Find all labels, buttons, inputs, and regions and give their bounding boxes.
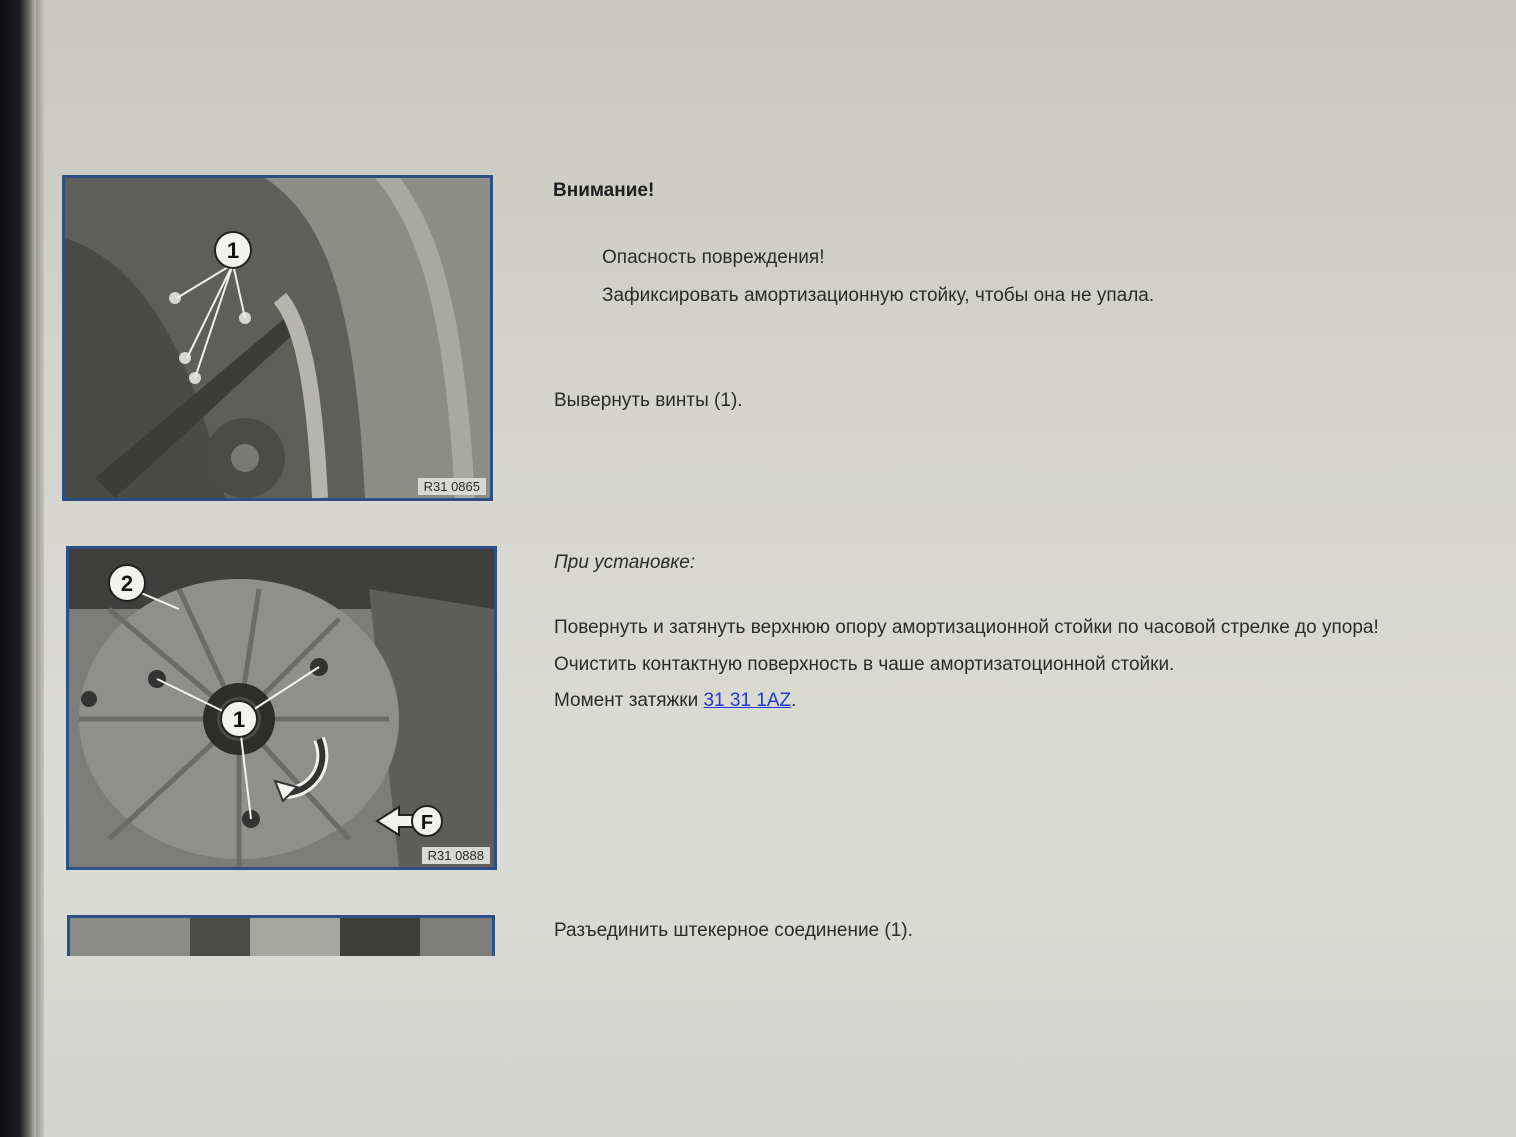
figure-code: R31 0865 bbox=[418, 478, 486, 495]
instruction-disconnect-plug: Разъединить штекерное соединение (1). bbox=[554, 920, 913, 941]
torque-label: Момент затяжки bbox=[554, 690, 704, 711]
figure-strut-screws bbox=[62, 175, 493, 501]
callout-2: 2 bbox=[120, 571, 134, 596]
strut-photo-1 bbox=[65, 178, 490, 498]
torque-line bbox=[554, 690, 796, 712]
screen-edge bbox=[36, 0, 44, 1137]
instruction-remove-screws: Вывернуть винты (1). bbox=[554, 390, 743, 411]
callout-f: F bbox=[420, 812, 434, 834]
monitor-bezel bbox=[0, 0, 36, 1137]
warning-line-damage: Опасность повреждения! bbox=[602, 247, 825, 268]
instruction-tighten-mount: Повернуть и затянуть верхнюю опору амортизационной стойки по часовой стрелке до упора! bbox=[554, 617, 1379, 638]
callout-1: 1 bbox=[226, 238, 240, 263]
figure-code: R31 0888 bbox=[422, 847, 490, 864]
torque-spec-link[interactable]: 31 31 1AZ bbox=[703, 690, 792, 711]
installation-heading: При установке: bbox=[554, 552, 696, 573]
figure-strut-mount bbox=[66, 546, 497, 870]
callout-1: 1 bbox=[232, 707, 246, 732]
torque-suffix: . bbox=[791, 690, 797, 711]
figure-connector bbox=[67, 915, 495, 956]
connector-photo bbox=[70, 918, 492, 956]
strut-photo-2 bbox=[69, 549, 494, 867]
warning-title: Внимание! bbox=[553, 180, 655, 201]
instruction-clean-surface: Очистить контактную поверхность в чаше амортизатоционной стойки. bbox=[554, 654, 1175, 675]
warning-line-fix-strut: Зафиксировать амортизационную стойку, чтобы она не упала. bbox=[602, 285, 1155, 306]
